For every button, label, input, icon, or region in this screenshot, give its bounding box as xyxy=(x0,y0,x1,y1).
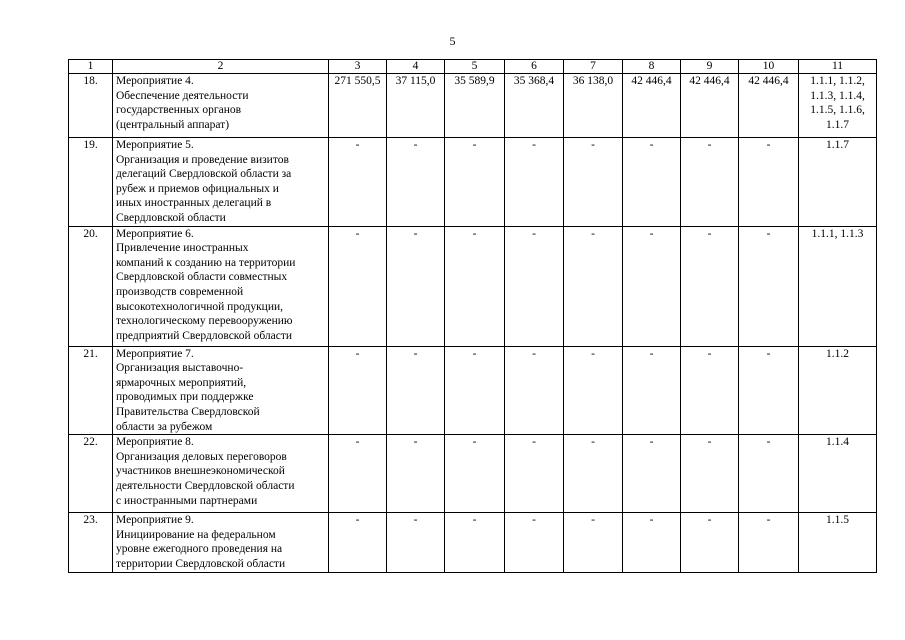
column-header: 4 xyxy=(387,60,445,74)
measure-name-line: Мероприятие 4. xyxy=(116,75,194,87)
funding-value: - xyxy=(387,513,445,573)
row-number: 23. xyxy=(69,513,113,573)
measure-name-line: Мероприятие 7. xyxy=(116,347,194,360)
measure-name-line: Мероприятие 8. xyxy=(116,436,194,449)
funding-value: 42 446,4 xyxy=(623,74,681,138)
target-indicators xyxy=(799,346,877,435)
measure-name-line: проводимых при поддержке xyxy=(116,391,254,404)
funding-value: - xyxy=(505,138,564,227)
funding-value: - xyxy=(329,513,387,573)
target-indicators xyxy=(799,226,877,346)
target-indicator-line: 1.1.4 xyxy=(826,436,849,449)
table-row xyxy=(69,226,877,346)
target-indicators xyxy=(799,513,877,573)
measure-name xyxy=(113,435,329,513)
funding-value: - xyxy=(445,138,505,227)
target-indicator-line: 1.1.5, 1.1.6, xyxy=(810,104,865,117)
target-indicator-line: 1.1.3, 1.1.4, xyxy=(810,89,865,102)
column-header: 2 xyxy=(113,60,329,74)
funding-value: 36 138,0 xyxy=(564,74,623,138)
funding-value: - xyxy=(739,226,799,346)
measure-name-line: производств современной xyxy=(116,285,244,298)
funding-value: - xyxy=(329,346,387,435)
funding-value: - xyxy=(564,513,623,573)
funding-value: - xyxy=(739,138,799,227)
measure-name-line: Мероприятие 9. xyxy=(116,514,194,527)
funding-value: - xyxy=(623,138,681,227)
funding-value: - xyxy=(505,226,564,346)
measure-name-line: предприятий Свердловской области xyxy=(116,329,293,342)
column-header: 7 xyxy=(564,60,623,74)
funding-value: 42 446,4 xyxy=(739,74,799,138)
row-number: 19. xyxy=(69,138,113,227)
table-row xyxy=(69,74,877,138)
funding-value: 35 589,9 xyxy=(445,74,505,138)
funding-value: 35 368,4 xyxy=(505,74,564,138)
measure-name xyxy=(113,513,329,573)
target-indicators xyxy=(799,138,877,227)
funding-value: - xyxy=(445,226,505,346)
funding-value: - xyxy=(387,226,445,346)
funding-value: - xyxy=(564,138,623,227)
column-header: 3 xyxy=(329,60,387,74)
measure-name-line: Организация и проведение визитов xyxy=(116,153,289,166)
target-indicator-line: 1.1.1, 1.1.2, xyxy=(810,75,865,87)
measure-name-line: участников внешнеэкономической xyxy=(116,465,285,478)
row-number: 18. xyxy=(69,74,113,138)
funding-value: - xyxy=(505,435,564,513)
funding-value: - xyxy=(739,346,799,435)
measure-name xyxy=(113,226,329,346)
measure-name-line: (центральный аппарат) xyxy=(116,118,230,131)
measure-name xyxy=(113,74,329,138)
funding-value: - xyxy=(623,226,681,346)
funding-value: - xyxy=(445,346,505,435)
funding-value: - xyxy=(564,226,623,346)
funding-value: - xyxy=(329,138,387,227)
measure-name-line: с иностранными партнерами xyxy=(116,494,258,507)
table-row xyxy=(69,346,877,435)
target-indicator-line: 1.1.2 xyxy=(826,347,849,360)
measure-name-line: ярмарочных мероприятий, xyxy=(116,376,247,389)
measure-name-line: Организация деловых переговоров xyxy=(116,450,287,463)
funding-value: - xyxy=(681,435,739,513)
funding-value: - xyxy=(329,226,387,346)
row-number: 20. xyxy=(69,226,113,346)
funding-value: - xyxy=(623,513,681,573)
measure-name xyxy=(113,138,329,227)
funding-value: - xyxy=(681,138,739,227)
row-number: 21. xyxy=(69,346,113,435)
funding-value: - xyxy=(739,435,799,513)
measure-name-line: Мероприятие 6. xyxy=(116,227,194,240)
measures-table-container xyxy=(68,59,877,573)
target-indicator-line: 1.1.1, 1.1.3 xyxy=(811,227,864,240)
measure-name-line: уровне ежегодного проведения на xyxy=(116,543,283,556)
measure-name-line: деятельности Свердловской области xyxy=(116,479,295,492)
measure-name-line: Свердловской области совместных xyxy=(116,271,288,284)
funding-value: 271 550,5 xyxy=(329,74,387,138)
measure-name-line: делегаций Свердловской области за xyxy=(116,168,292,181)
funding-value: - xyxy=(564,435,623,513)
table-body xyxy=(69,74,877,573)
target-indicators xyxy=(799,74,877,138)
measure-name-line: Свердловской области xyxy=(116,211,226,224)
funding-value: 42 446,4 xyxy=(681,74,739,138)
column-header: 5 xyxy=(445,60,505,74)
measure-name-line: Инициирование на федеральном xyxy=(116,528,276,541)
measure-name-line: компаний к созданию на территории xyxy=(116,256,296,269)
funding-value: - xyxy=(623,346,681,435)
funding-value: - xyxy=(445,513,505,573)
funding-value: - xyxy=(681,226,739,346)
measure-name-line: Правительства Свердловской xyxy=(116,405,260,418)
measure-name-line: Привлечение иностранных xyxy=(116,242,249,255)
column-header: 11 xyxy=(799,60,877,74)
measure-name-line: иных иностранных делегаций в xyxy=(116,197,272,210)
measure-name-line: территории Свердловской области xyxy=(116,557,286,570)
table-row xyxy=(69,138,877,227)
measure-name-line: Мероприятие 5. xyxy=(116,139,194,151)
funding-value: - xyxy=(505,346,564,435)
measure-name-line: Обеспечение деятельности xyxy=(116,89,249,102)
page-number: 5 xyxy=(449,34,456,48)
measure-name xyxy=(113,346,329,435)
column-header: 1 xyxy=(69,60,113,74)
measure-name-line: рубеж и приемов официальных и xyxy=(116,182,279,195)
funding-value: - xyxy=(564,346,623,435)
funding-value: 37 115,0 xyxy=(387,74,445,138)
funding-value: - xyxy=(681,346,739,435)
table-row xyxy=(69,513,877,573)
funding-value: - xyxy=(387,435,445,513)
funding-value: - xyxy=(623,435,681,513)
measure-name-line: высокотехнологичной продукции, xyxy=(116,300,284,313)
funding-value: - xyxy=(387,346,445,435)
target-indicator-line: 1.1.7 xyxy=(826,139,849,151)
funding-value: - xyxy=(739,513,799,573)
funding-value: - xyxy=(505,513,564,573)
funding-value: - xyxy=(387,138,445,227)
measure-name-line: государственных органов xyxy=(116,104,242,117)
measure-name-line: Организация выставочно- xyxy=(116,362,244,375)
target-indicator-line: 1.1.5 xyxy=(826,514,849,527)
table-row xyxy=(69,435,877,513)
funding-value: - xyxy=(445,435,505,513)
funding-value: - xyxy=(681,513,739,573)
column-header: 10 xyxy=(739,60,799,74)
table-header-row xyxy=(69,60,877,74)
target-indicators xyxy=(799,435,877,513)
measure-name-line: области за рубежом xyxy=(116,420,213,433)
target-indicator-line: 1.1.7 xyxy=(826,118,849,131)
column-header: 8 xyxy=(623,60,681,74)
column-header: 9 xyxy=(681,60,739,74)
column-header: 6 xyxy=(505,60,564,74)
measure-name-line: технологическому перевооружению xyxy=(116,315,293,328)
funding-value: - xyxy=(329,435,387,513)
measures-table xyxy=(68,59,877,573)
row-number: 22. xyxy=(69,435,113,513)
